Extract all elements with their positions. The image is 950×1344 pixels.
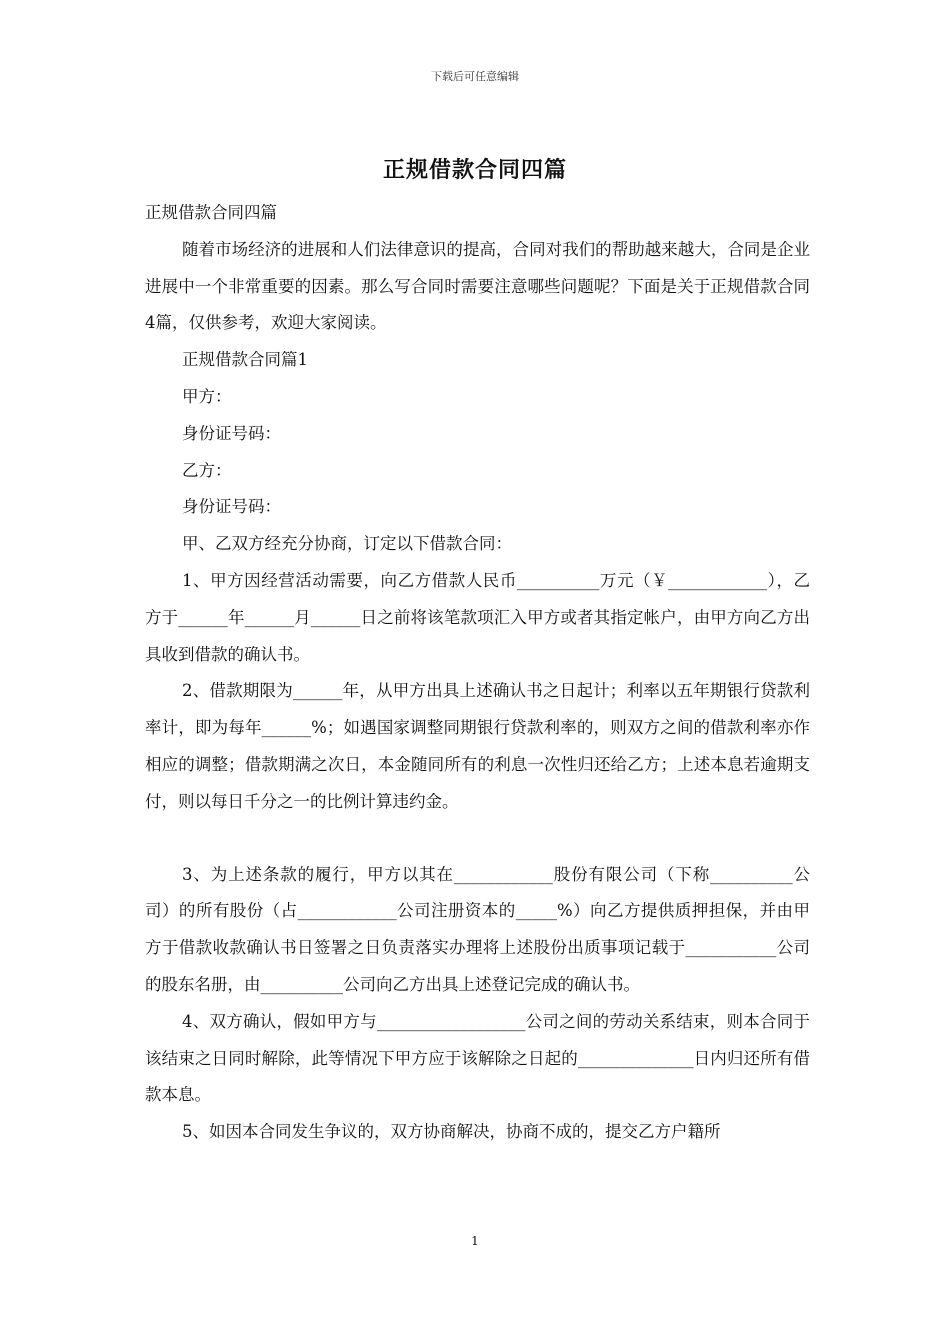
agreement-intro: 甲、乙双方经充分协商，订定以下借款合同：: [182, 534, 512, 554]
header-note: 下载后可任意编辑: [431, 70, 519, 83]
party-a-label: 甲方：: [182, 386, 232, 406]
paragraph-gap: [145, 821, 810, 857]
section-heading: 正规借款合同篇1: [182, 350, 308, 370]
clause-2: 2、借款期限为______年，从甲方出具上述确认书之日起计；利率以五年期银行贷款利率计，即为每年______%；如遇国家调整同期银行贷款利率的，则双方之间的借款利率亦作相应的调整；借款期满之次日，本金随同所有的利息一次性归还给乙方；上述本息若逾期支付，则以每日千分之一的比例计算违约金。: [145, 681, 810, 811]
page-number: 1: [471, 1234, 479, 1248]
clause-4: 4、双方确认，假如甲方与__________________公司之间的劳动关系结束，则本合同于该结束之日同时解除，此等情况下甲方应于该解除之日起的______________日内归还所有借款本息。: [145, 1011, 810, 1105]
clause-1: 1、甲方因经营活动需要，向乙方借款人民币__________万元（￥____________），乙方于______年______月______日之前将该笔款项汇入甲方或者其指定帐户，由甲方向乙方出具收到借款的确认书。: [145, 570, 810, 664]
party-a-id-label: 身份证号码：: [182, 423, 281, 443]
party-b-id-label: 身份证号码：: [182, 497, 281, 517]
intro-paragraph: 随着市场经济的进展和人们法律意识的提高，合同对我们的帮助越来越大，合同是企业进展中一个非常重要的因素。那么写合同时需要注意哪些问题呢？下面是关于正规借款合同4篇，仅供参考，欢迎大家阅读。: [145, 239, 810, 333]
subtitle-line: 正规借款合同四篇: [145, 203, 277, 222]
document-title: 正规借款合同四篇: [382, 157, 567, 183]
party-b-label: 乙方：: [182, 460, 232, 480]
document-body: [145, 195, 810, 1151]
clause-3: 3、为上述条款的履行，甲方以其在____________股份有限公司（下称__________公司）的所有股份（占____________公司注册资本的_____%）向乙方提供质押担保，并由甲方于借款收款确认书日签署之日负责落实办理将上述股份出质事项记载于___________公司的股东名册，由__________公司向乙方出具上述登记完成的确认书。: [145, 864, 810, 994]
clause-5: 5、如因本合同发生争议的，双方协商解决，协商不成的，提交乙方户籍所: [182, 1122, 721, 1142]
